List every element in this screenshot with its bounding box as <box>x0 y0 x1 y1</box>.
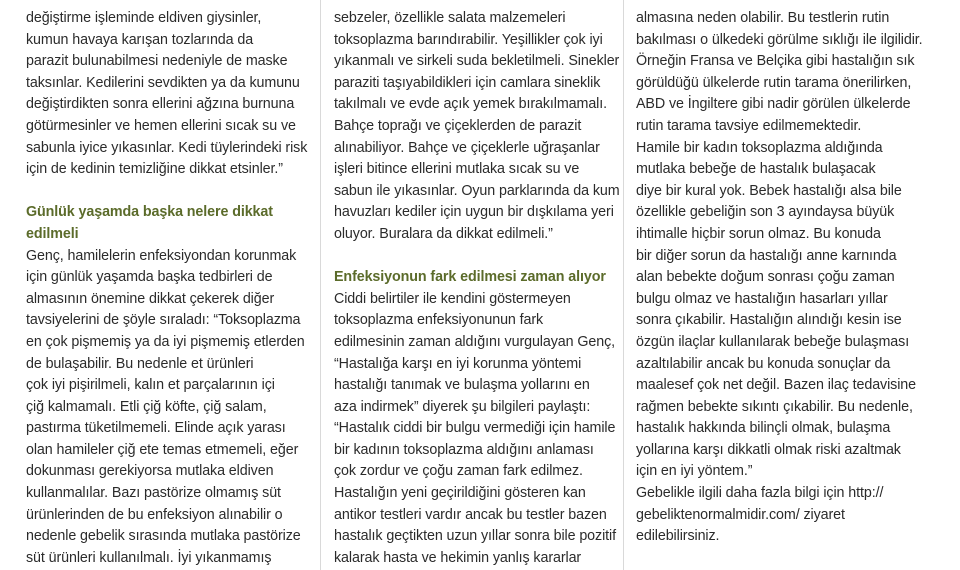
body-text-line: paraziti taşıyabildikleri için camlara sineklik <box>334 74 601 91</box>
body-text-line: rutin tarama tavsiye edilmemektedir. <box>636 117 862 134</box>
body-text-line: süt ürünleri kullanılmalı. İyi yıkanmamış <box>26 549 272 566</box>
body-text-line: mutlaka bebeğe de hastalık bulaşacak <box>636 161 876 178</box>
body-text-line: nedenle gebelik sırasında mutlaka pastörize <box>26 528 301 545</box>
body-text-line: için en iyi yöntem.” <box>636 463 753 480</box>
body-text-line: alan bebekte doğum sonrası çoğu zaman <box>636 269 895 286</box>
body-text-line: diye bir kural yok. Bebek hastalığı alsa bile <box>636 182 902 199</box>
body-text-line: antikor testleri vardır ancak bu testler bazen <box>334 506 607 523</box>
body-text-line: çiğ kalmamalı. Etli çiğ köfte, çiğ salam, <box>26 398 267 415</box>
section-heading-line: edilmeli <box>26 225 79 242</box>
body-text-line: görüldüğü ülkelerde rutin tarama önerilirken, <box>636 74 912 91</box>
body-text-line: Örneğin Fransa ve Belçika gibi hastalığın sık <box>636 53 915 70</box>
body-text-line: çok zordur ve çoğu zaman fark edilmez. <box>334 463 583 480</box>
body-text-line: azaltılabilir ancak bu konuda sonuçlar da <box>636 355 891 372</box>
body-text-line: rağmen bebekte sıkıntı çıkabilir. Bu nedenle, <box>636 398 913 415</box>
body-text-line: Hamile bir kadın toksoplazma aldığında <box>636 139 883 156</box>
body-text-line: gebeliktenormalmidir.com/ ziyaret <box>636 506 845 523</box>
section-heading-line: Günlük yaşamda başka nelere dikkat <box>26 204 273 221</box>
body-text-line: çok iyi pişirilmeli, kalın et parçalarının içi <box>26 377 275 394</box>
column-divider <box>320 0 321 570</box>
body-text-line: bir kadının toksoplazma aldığını anlaması <box>334 441 594 458</box>
text-column-2 <box>334 8 622 569</box>
body-text-line: sebzeler, özellikle salata malzemeleri <box>334 10 566 26</box>
paragraph-gap <box>26 181 316 203</box>
body-text-line: olan hamileler çiğ ete temas etmemeli, eğer <box>26 441 299 458</box>
body-text-line: havuzları kediler için uygun bir dışkılama yeri <box>334 204 614 221</box>
body-text-line: tavsiyelerini de şöyle sıraladı: “Toksoplazma <box>26 312 301 329</box>
body-text-line: özellikle gebeliğin son 3 ayındaysa büyük <box>636 204 895 221</box>
text-column-3 <box>636 8 936 548</box>
body-text-line: özgün ilaçlar kullanılarak bebeğe bulaşması <box>636 333 910 350</box>
body-text-line: maalesef çok net değil. Bazen ilaç tedavisine <box>636 377 917 394</box>
column-divider <box>623 0 624 570</box>
body-text-line: sabunla iyice yıkasınlar. Kedi tüylerindeki risk <box>26 139 308 156</box>
body-text-line: yıkanmalı ve sirkeli suda bekletilmeli. Sinekler <box>334 53 620 70</box>
body-text-line: almasına neden olabilir. Bu testlerin rutin <box>636 10 890 26</box>
body-text-line: Hastalığın yeni geçirildiğini gösteren kan <box>334 485 586 502</box>
body-text-line: için günlük yaşamda başka tedbirleri de <box>26 269 273 286</box>
body-text-line: sabun ile yıkasınlar. Oyun parklarında da kum <box>334 182 620 199</box>
body-text-line: hastalığı tanımak ve bulaşma yollarını en <box>334 377 590 394</box>
body-text-line: yollarına karşı dikkatli olmak riski azaltmak <box>636 441 901 458</box>
body-text-line: hastalık hakkında bilinçli olmak, bulaşma <box>636 420 891 437</box>
body-text-line: alınabiliyor. Bahçe ve çiçeklerle uğraşanlar <box>334 139 600 156</box>
body-text-line: Bahçe toprağı ve çiçeklerden de parazit <box>334 117 582 134</box>
body-text-line: işleri bitince ellerini mutlaka sıcak su ve <box>334 161 580 178</box>
body-text-line: aza indirmek” diyerek şu bilgileri paylaştı: <box>334 398 591 415</box>
body-text-line: “Hastalık ciddi bir bulgu vermediği için hamile <box>334 420 616 437</box>
body-text-line: ürünlerinden de bu enfeksiyon alınabilir o <box>26 506 283 523</box>
body-text-line: ABD ve İngiltere gibi nadir görülen ülkelerde <box>636 96 911 113</box>
text-column-1 <box>26 8 316 569</box>
body-text-line: kumun havaya karışan tozlarında da <box>26 31 254 48</box>
body-text-line: sonra çıkabilir. Hastalığın alındığı kesin ise <box>636 312 902 329</box>
body-text-line: için de kedinin temizliğine dikkat etsinler.” <box>26 161 283 178</box>
body-text-line: dokunması gerekiyorsa mutlaka eldiven <box>26 463 274 480</box>
body-text-line: almasının önemine dikkat çekerek diğer <box>26 290 275 307</box>
body-text-line: taksınlar. Kedilerini sevdikten ya da kumunu <box>26 74 300 91</box>
body-text-line: Gebelikle ilgili daha fazla bilgi için http:// <box>636 485 884 502</box>
body-text-line: bulgu olmaz ve hastalığın hasarları yıllar <box>636 290 888 307</box>
body-text-line: takılmalı ve evde açık yemek bırakılmamalı. <box>334 96 607 113</box>
body-text-line: kalarak hasta ve hekimin yanlış kararlar <box>334 549 582 566</box>
body-text-line: bakılması o ülkedeki görülme sıklığı ile ilgilidir. <box>636 31 923 48</box>
body-text-line: de bulaşabilir. Bu nedenle et ürünleri <box>26 355 254 372</box>
body-text-line: “Hastalığa karşı en iyi korunma yöntemi <box>334 355 582 372</box>
body-text-line: edilmesinin zaman aldığını vurgulayan Genç, <box>334 333 616 350</box>
body-text-line: parazit bulunabilmesi nedeniyle de maske <box>26 53 288 70</box>
body-text-line: ihtimalle hiçbir sorun olmaz. Bu konuda <box>636 225 881 242</box>
body-text-line: toksoplazma enfeksiyonunun fark <box>334 312 544 329</box>
body-text-line: oluyor. Buralara da dikkat edilmeli.” <box>334 225 553 242</box>
body-text-line: değiştirdikten sonra ellerini ağzına burnuna <box>26 96 295 113</box>
body-text-line: pastırma tüketilmemeli. Elinde açık yarası <box>26 420 286 437</box>
body-text-line: en çok pişmemiş ya da iyi pişmemiş etlerden <box>26 333 305 350</box>
paragraph-gap <box>334 246 622 268</box>
body-text-line: edilebilirsiniz. <box>636 528 720 545</box>
section-heading-line: Enfeksiyonun fark edilmesi zaman alıyor <box>334 269 606 286</box>
body-text-line: toksoplazma barındırabilir. Yeşillikler çok iyi <box>334 31 603 48</box>
body-text-line: bir diğer sorun da hastalığı anne karnında <box>636 247 897 264</box>
body-text-line: değiştirme işleminde eldiven giysinler, <box>26 10 262 26</box>
body-text-line: götürmesinler ve hemen ellerini sıcak su ve <box>26 117 296 134</box>
body-text-line: Ciddi belirtiler ile kendini göstermeyen <box>334 290 571 307</box>
body-text-line: hastalık geçtikten uzun yıllar sonra bile pozitif <box>334 528 616 545</box>
body-text-line: kullanmalılar. Bazı pastörize olmamış süt <box>26 485 281 502</box>
body-text-line: Genç, hamilelerin enfeksiyondan korunmak <box>26 247 297 264</box>
